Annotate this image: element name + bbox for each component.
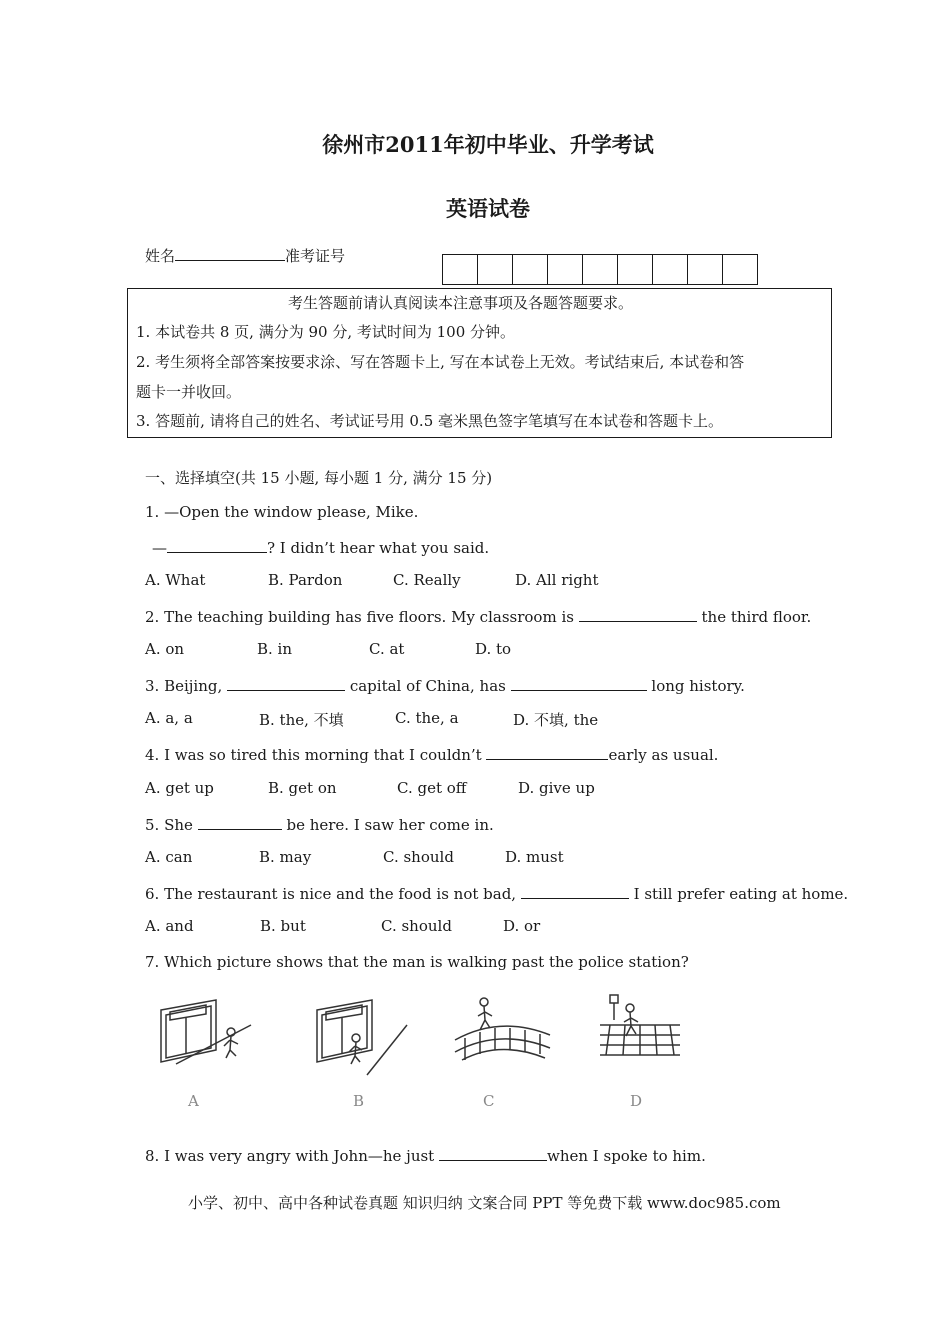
- q1-option-b[interactable]: B. Pardon: [268, 571, 343, 589]
- exam-number-cell[interactable]: [723, 255, 757, 284]
- q3-stem: [145, 675, 745, 696]
- q2-option-d[interactable]: D. to: [475, 640, 512, 658]
- q5-stem: [145, 814, 494, 835]
- q3-blank-2[interactable]: [511, 675, 647, 691]
- q8-stem: [145, 1145, 706, 1166]
- q6-option-c[interactable]: C. should: [381, 917, 452, 935]
- q4-blank[interactable]: [486, 744, 608, 760]
- q7-stem: 7. Which picture shows that the man is walking past the police station?: [145, 953, 689, 971]
- q5-text-post: be here. I saw her come in.: [286, 816, 494, 834]
- q1-option-c[interactable]: C. Really: [393, 571, 461, 589]
- picture-label-a: A: [188, 1092, 199, 1110]
- q6-option-a[interactable]: A. and: [145, 917, 194, 935]
- footer-advert: 小学、初中、高中各种试卷真题 知识归纳 文案合同 PPT 等免费下载 www.doc985.com: [188, 1194, 781, 1212]
- exam-subtitle: 英语试卷: [446, 196, 530, 221]
- notice-item-3: 3. 答题前, 请将自己的姓名、考试证号用 0.5 毫米黑色签字笔填写在本试卷和答题卡上。: [136, 412, 724, 430]
- q5-option-d[interactable]: D. must: [505, 848, 564, 866]
- q5-option-b[interactable]: B. may: [259, 848, 312, 866]
- q4-option-d[interactable]: D. give up: [518, 779, 595, 797]
- notice-header: 考生答题前请认真阅读本注意事项及各题答题要求。: [288, 294, 634, 312]
- q6-text-pre: 6. The restaurant is nice and the food is not bad,: [145, 885, 517, 903]
- q6-blank[interactable]: [521, 883, 629, 899]
- picture-label-d: D: [630, 1092, 643, 1110]
- q2-text-post: the third floor.: [701, 608, 812, 626]
- q1-line2-text: ? I didn’t hear what you said.: [267, 539, 490, 557]
- picture-d-illustration[interactable]: [590, 990, 690, 1080]
- q1-blank[interactable]: [167, 537, 267, 553]
- q6-text-post: I still prefer eating at home.: [633, 885, 849, 903]
- picture-label-b: B: [353, 1092, 365, 1110]
- q1-line2: [152, 537, 489, 558]
- exam-number-cell[interactable]: [443, 255, 478, 284]
- q1-line1: 1. —Open the window please, Mike.: [145, 503, 419, 521]
- q2-option-b[interactable]: B. in: [257, 640, 293, 658]
- q1-dash: —: [152, 539, 167, 557]
- q3-text-mid: capital of China, has: [349, 677, 506, 695]
- q1-option-a[interactable]: A. What: [145, 571, 206, 589]
- name-label: 姓名: [145, 247, 176, 265]
- q3-text-pre: 3. Beijing,: [145, 677, 223, 695]
- picture-a-illustration[interactable]: [156, 990, 256, 1080]
- q2-text-pre: 2. The teaching building has five floors. My classroom is: [145, 608, 574, 626]
- notice-item-1: 1. 本试卷共 8 页, 满分为 90 分, 考试时间为 100 分钟。: [136, 323, 516, 341]
- q2-option-a[interactable]: A. on: [145, 640, 185, 658]
- exam-number-cell[interactable]: [688, 255, 723, 284]
- q4-option-c[interactable]: C. get off: [397, 779, 467, 797]
- q3-option-a[interactable]: A. a, a: [145, 709, 193, 727]
- q8-blank[interactable]: [439, 1145, 547, 1161]
- exam-number-cell[interactable]: [478, 255, 513, 284]
- picture-label-c: C: [483, 1092, 495, 1110]
- q2-option-c[interactable]: C. at: [369, 640, 405, 658]
- q2-stem: [145, 606, 811, 627]
- notice-item-2-cont: 题卡一并收回。: [136, 383, 242, 401]
- exam-number-cell[interactable]: [583, 255, 618, 284]
- q4-text-post: early as usual.: [608, 746, 719, 764]
- notice-item-2: 2. 考生须将全部答案按要求涂、写在答题卡上, 写在本试卷上无效。考试结束后, 本试卷和答: [136, 353, 745, 371]
- q4-text-pre: 4. I was so tired this morning that I couldn’t: [145, 746, 482, 764]
- q5-option-a[interactable]: A. can: [145, 848, 193, 866]
- q3-text-post: long history.: [651, 677, 745, 695]
- section-heading: 一、选择填空(共 15 小题, 每小题 1 分, 满分 15 分): [145, 469, 493, 487]
- exam-number-cell[interactable]: [513, 255, 548, 284]
- q4-option-b[interactable]: B. get on: [268, 779, 337, 797]
- q3-option-b[interactable]: B. the, 不填: [259, 711, 344, 729]
- q5-text-pre: 5. She: [145, 816, 193, 834]
- q3-option-d[interactable]: D. 不填, the: [513, 711, 599, 729]
- picture-c-illustration[interactable]: [450, 990, 560, 1080]
- q5-option-c[interactable]: C. should: [383, 848, 454, 866]
- exam-number-cell[interactable]: [548, 255, 583, 284]
- q8-text-post: when I spoke to him.: [547, 1147, 706, 1165]
- picture-b-illustration[interactable]: [312, 990, 412, 1080]
- q8-text-pre: 8. I was very angry with John—he just: [145, 1147, 435, 1165]
- q1-option-d[interactable]: D. All right: [515, 571, 599, 589]
- q5-blank[interactable]: [198, 814, 282, 830]
- q6-option-d[interactable]: D. or: [503, 917, 541, 935]
- name-blank[interactable]: [175, 245, 285, 261]
- notice-box: [127, 288, 832, 438]
- exam-title: 徐州市2011年初中毕业、升学考试: [322, 132, 654, 157]
- q4-stem: [145, 744, 718, 765]
- exam-number-grid[interactable]: [442, 254, 758, 285]
- q3-blank-1[interactable]: [227, 675, 345, 691]
- name-line: [145, 245, 345, 266]
- q2-blank[interactable]: [579, 606, 697, 622]
- q4-option-a[interactable]: A. get up: [145, 779, 214, 797]
- exam-number-cell[interactable]: [618, 255, 653, 284]
- exam-number-cell[interactable]: [653, 255, 688, 284]
- exam-no-label: 准考证号: [285, 247, 346, 265]
- q6-stem: [145, 883, 848, 904]
- q3-option-c[interactable]: C. the, a: [395, 709, 459, 727]
- q6-option-b[interactable]: B. but: [260, 917, 306, 935]
